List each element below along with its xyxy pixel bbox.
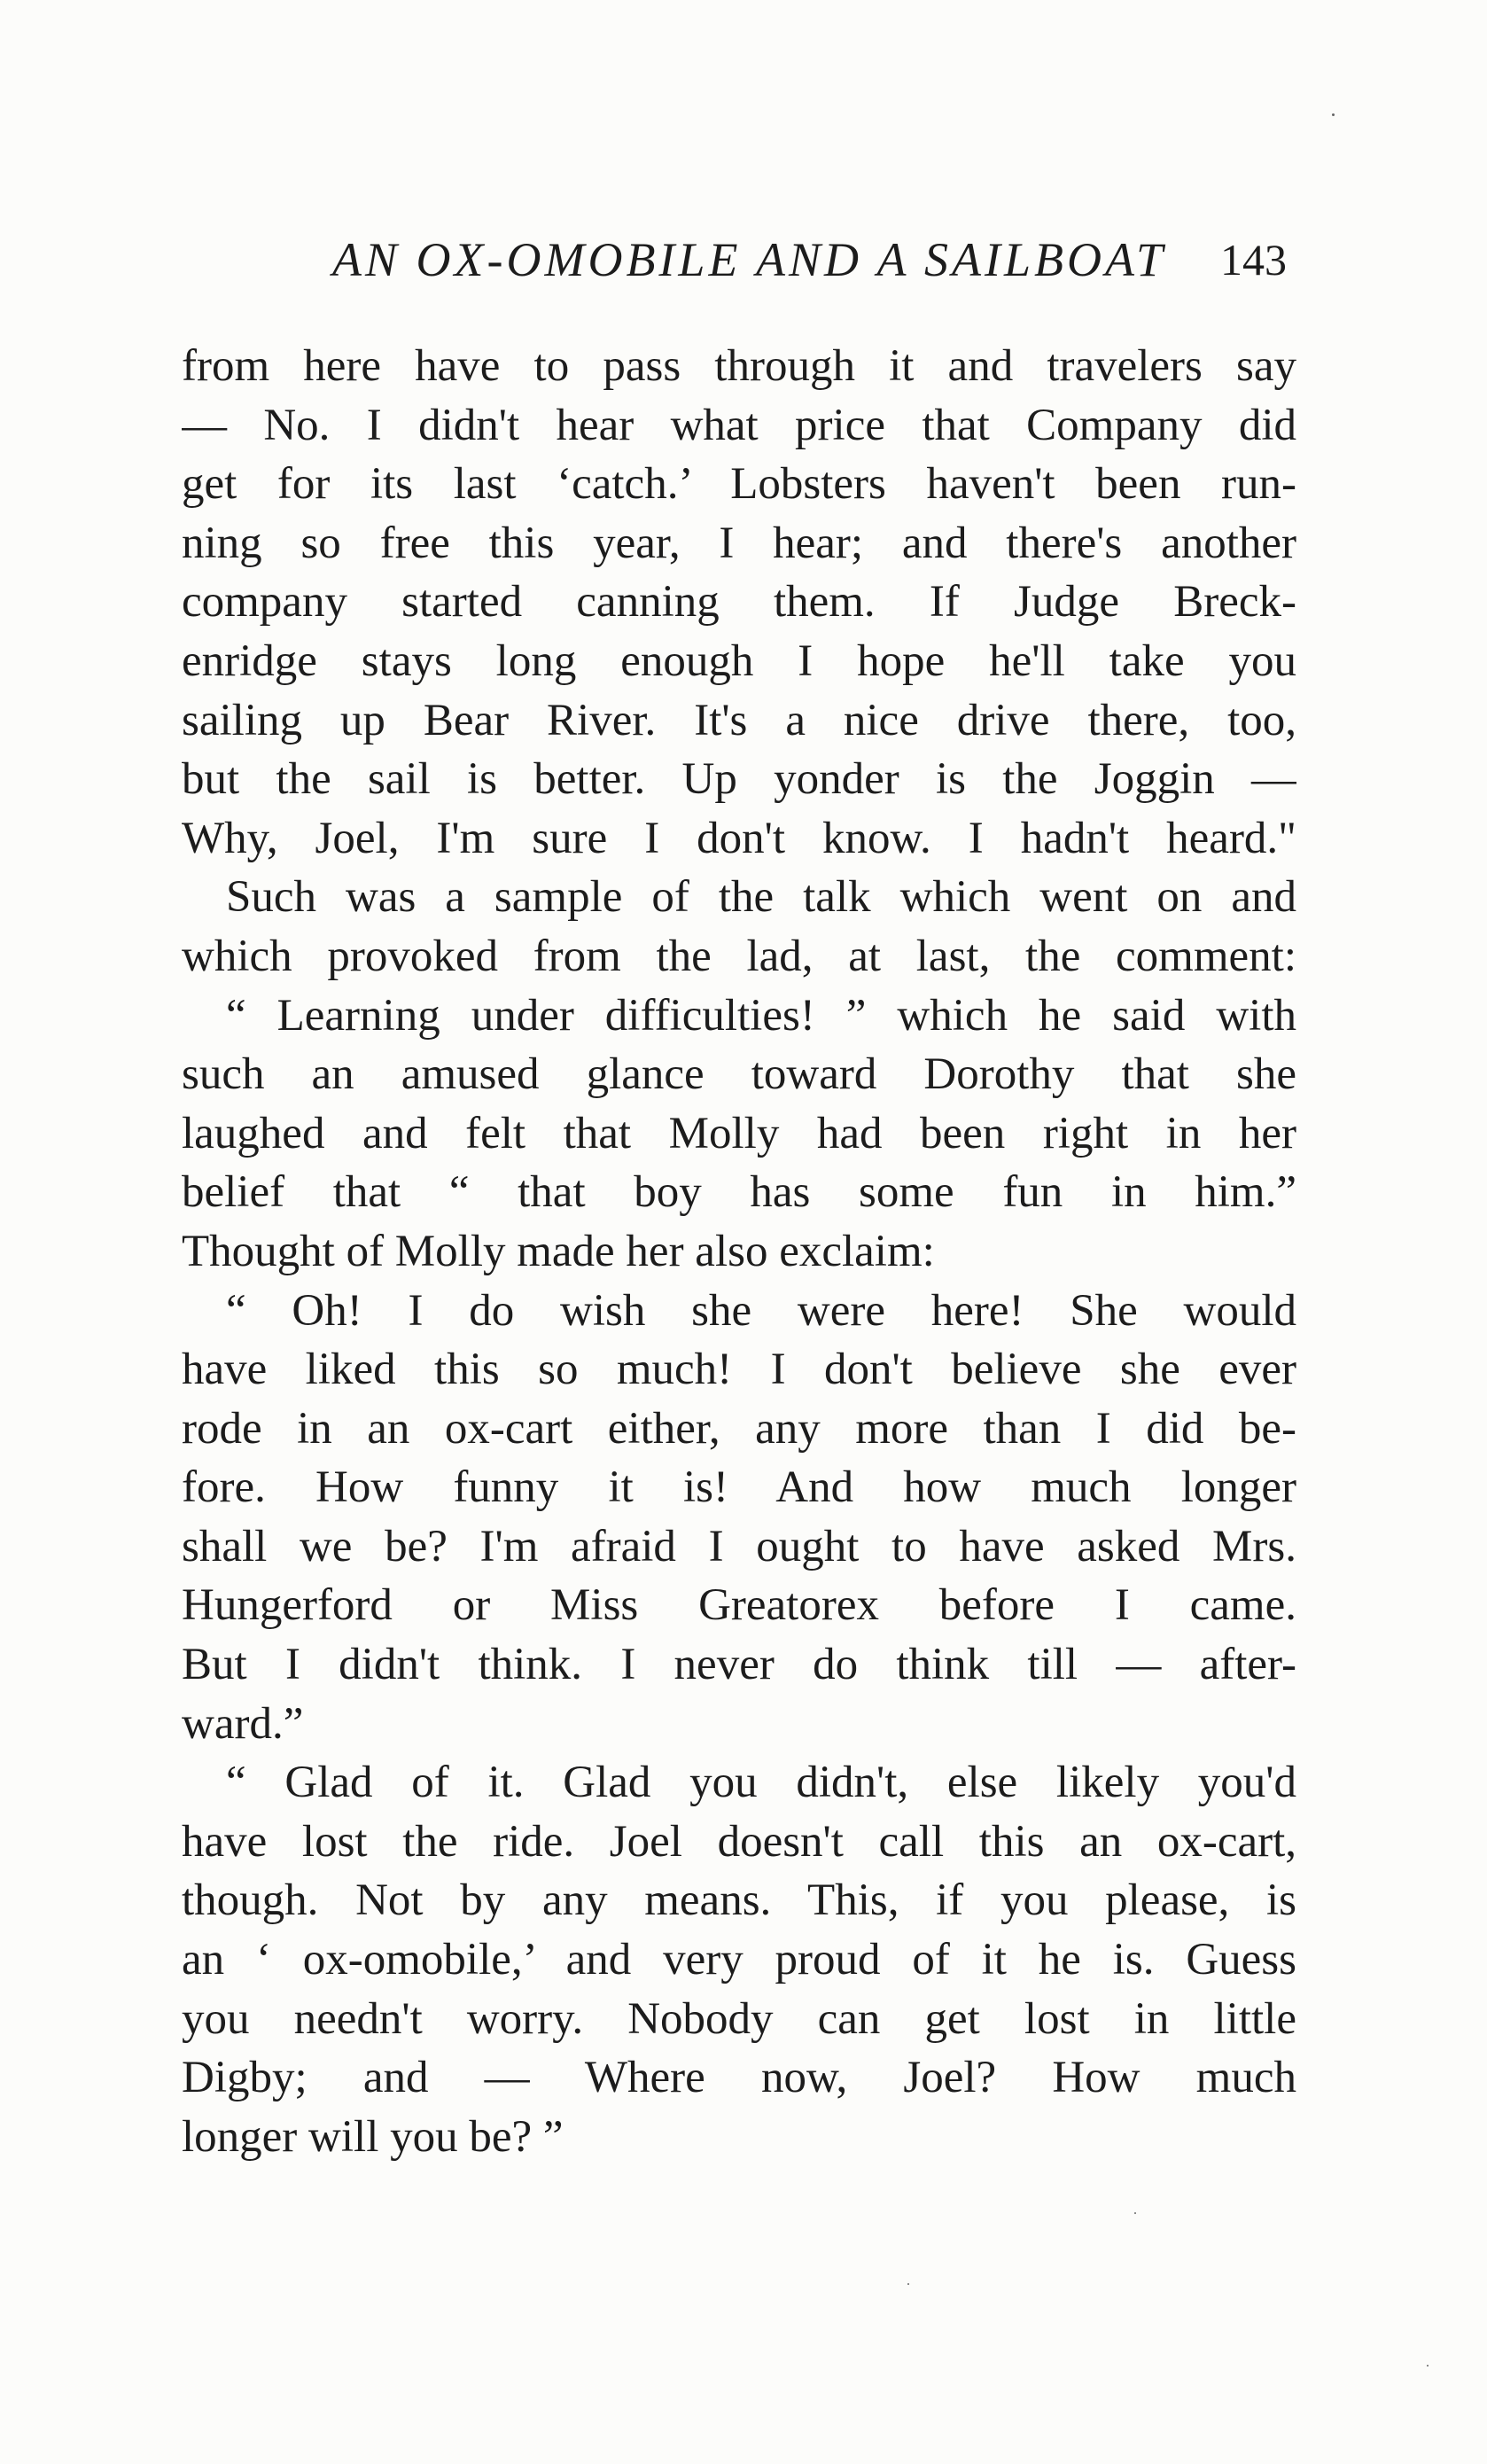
page-number: 143 <box>1220 235 1287 285</box>
text-line: company started canning them. If Judge Breck- <box>182 577 1296 628</box>
text-line: But I didn't think. I never do think till — after- <box>182 1640 1296 1690</box>
body-text <box>182 337 1296 2166</box>
text-line: such an amused glance toward Dorothy that she <box>182 1049 1296 1100</box>
text-line: get for its last ‘catch.’ Lobsters haven't been run- <box>182 459 1296 510</box>
text-line: from here have to pass through it and travelers say <box>182 341 1296 391</box>
text-line: but the sail is better. Up yonder is the Joggin — <box>182 754 1296 805</box>
text-line: ward.” <box>182 1698 304 1749</box>
text-line: an ‘ ox-omobile,’ and very proud of it he is. Guess <box>182 1935 1296 1985</box>
text-line: have lost the ride. Joel doesn't call this an ox-cart, <box>182 1816 1296 1867</box>
scan-speck <box>1427 2365 1429 2367</box>
text-line: “ Learning under difficulties! ” which he said with <box>226 990 1296 1041</box>
text-line: ning so free this year, I hear; and there's another <box>182 518 1296 568</box>
text-line: shall we be? I'm afraid I ought to have asked Mrs. <box>182 1521 1296 1571</box>
text-line: fore. How funny it is! And how much longer <box>182 1462 1296 1513</box>
text-line: “ Oh! I do wish she were here! She would <box>226 1285 1296 1336</box>
text-line: Hungerford or Miss Greatorex before I came. <box>182 1580 1296 1631</box>
text-line: which provoked from the lad, at last, the comment: <box>182 931 1296 981</box>
text-line: laughed and felt that Molly had been right in her <box>182 1108 1296 1158</box>
scan-speck <box>907 2283 909 2285</box>
text-line: though. Not by any means. This, if you please, is <box>182 1875 1296 1926</box>
text-line: Such was a sample of the talk which went on and <box>226 872 1296 923</box>
text-line: sailing up Bear River. It's a nice drive there, too, <box>182 695 1296 745</box>
text-line: enridge stays long enough I hope he'll take you <box>182 635 1296 686</box>
running-title: AN OX-OMOBILE AND A SAILBOAT <box>332 233 1166 286</box>
scan-speck <box>1332 113 1335 116</box>
text-line: rode in an ox-cart either, any more than I did be- <box>182 1403 1296 1454</box>
text-line: Why, Joel, I'm sure I don't know. I hadn't heard." <box>182 813 1296 863</box>
text-line: Thought of Molly made her also exclaim: <box>182 1226 935 1276</box>
text-line: you needn't worry. Nobody can get lost in little <box>182 1993 1296 2044</box>
text-line: have liked this so much! I don't believe she ever <box>182 1345 1296 1395</box>
text-line: Digby; and — Where now, Joel? How much <box>182 2053 1296 2103</box>
text-line: belief that “ that boy has some fun in him.” <box>182 1167 1296 1218</box>
running-head <box>332 229 1487 291</box>
text-line: — No. I didn't hear what price that Company did <box>182 400 1296 450</box>
text-line: longer will you be? ” <box>182 2111 564 2162</box>
scan-speck <box>1134 2212 1136 2214</box>
text-line: “ Glad of it. Glad you didn't, else likely you'd <box>226 1758 1296 1808</box>
